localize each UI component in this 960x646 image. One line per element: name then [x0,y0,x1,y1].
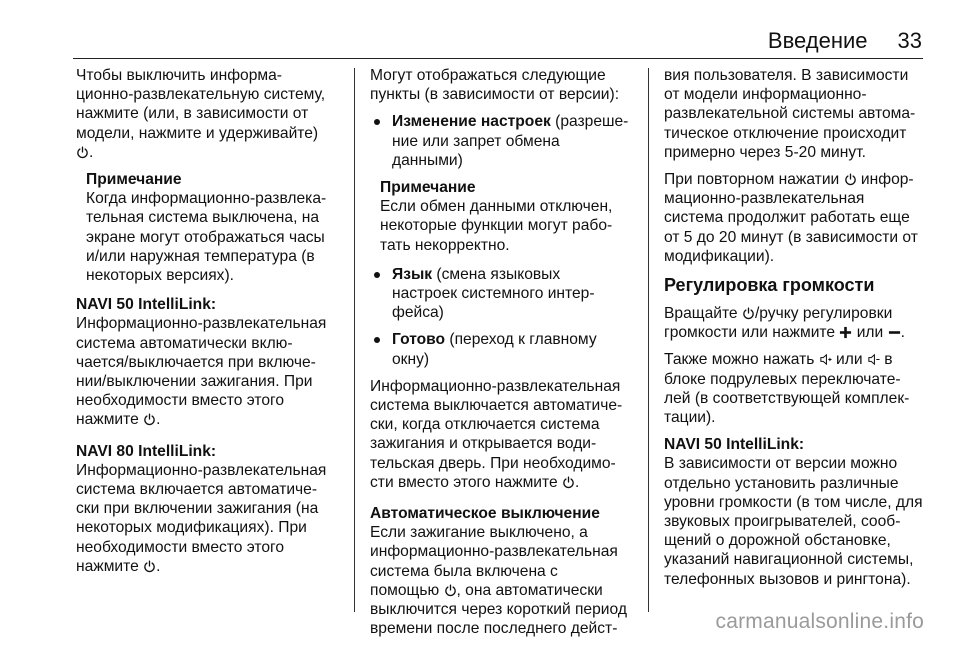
power-icon [844,173,857,186]
bullet-item: Изменение настроек (разреше- ние или запрет обмена данными) [370,112,640,170]
volume-heading: Регулировка громкости [664,275,875,296]
minus-icon [888,326,901,339]
column-3 [664,66,934,597]
power-icon [76,146,89,159]
items-intro: Могут отображаться следующие пункты (в зависимости от версии): [370,67,620,104]
auto-shutdown-heading: Автоматическое выключение [370,505,600,523]
auto-off-paragraph: Информационно-развлекательная система выключается автоматиче- ски, когда отключается система зажигания и открывается води- тельская дверь. При необходимо- сти вместо этого нажмите . [370,377,623,491]
continued-paragraph: вия пользователя. В зависимости от модели информационно- развлекательной системы автома- тическое отключение происходит примерно через 5-20 минут. [664,67,916,161]
steering-paragraph: Также можно нажать или в блоке подрулевых переключате- лей (в соответствующей комплек- тации). [664,351,910,427]
power-icon [562,476,575,489]
header-divider [73,58,923,59]
navi50-heading: NAVI 50 IntelliLink: [76,296,217,314]
bullet-dot [374,272,380,278]
page-header [768,28,922,60]
column-2 [370,66,640,646]
bullet-dot [374,119,380,125]
power-off-paragraph: Чтобы выключить информа- ционно-развлекательную систему, нажмите (или, в зависимости от модели, нажмите и удерживайте) . [76,67,326,161]
navi50-paragraph: NAVI 50 IntelliLink: Информационно-развлекательная система автоматически вклю- чается/выключается при включе- нии/выключении зажигания. При необходимости вместо этого нажмите . [76,295,346,429]
repeat-press-paragraph: При повторном нажатии инфор- мационно-развлекательная система продолжит работать еще от 5 до 20 минут (в зависимости от модификации). [664,171,918,265]
power-icon [143,560,156,573]
power-icon [444,584,457,597]
navi80-heading: NAVI 80 IntelliLink: [76,442,217,460]
page-number: 33 [897,28,922,53]
navi80-paragraph: NAVI 80 IntelliLink: Информационно-развлекательная система включается автоматиче- ски при включении зажигания (на некоторых модификациях). При необходимости вместо этого нажмите . [76,442,346,576]
note-block: Примечание Когда информационно-развлека- тельная система выключена, на экране могут отображаться часы и/или наружная температура (в некоторых версиях). [86,171,327,285]
bullet-item: Готово (переход к главному окну) [370,330,640,368]
navi50-heading: NAVI 50 IntelliLink: [664,436,805,454]
volume-down-icon [867,353,880,366]
volume-up-icon [819,353,832,366]
note-block: Примечание Если обмен данными отключен, некоторые функции могут рабо- тать некорректно. [380,179,613,254]
section-title: Введение [767,28,868,53]
column-divider [354,68,355,612]
column-divider [648,68,649,612]
navi50-volume-paragraph: NAVI 50 IntelliLink: В зависимости от версии можно отдельно установить различные уровни громкости (в том числе, для звуковых проигрывателей, сооб- щений о дорожной обстановке, указаний навигационной системы, телефонных вызовов и рингтона). [664,435,934,589]
volume-paragraph: Вращайте /ручку регулировки громкости или нажмите или . [664,305,905,342]
bullet-dot [374,337,380,343]
column-1 [76,66,346,584]
power-icon [143,413,156,426]
watermark: carmanualsonline.info [715,610,924,633]
plus-icon [839,326,852,339]
bullet-item: Язык (смена языковых настроек системного интер- фейса) [370,265,640,323]
auto-shutdown-section: Автоматическое выключение Если зажигание выключено, а информационно-развлекательная система была включена с помощью , она автоматически выключится через короткий период времени после последнего дейст- [370,504,640,638]
power-icon [742,307,755,320]
